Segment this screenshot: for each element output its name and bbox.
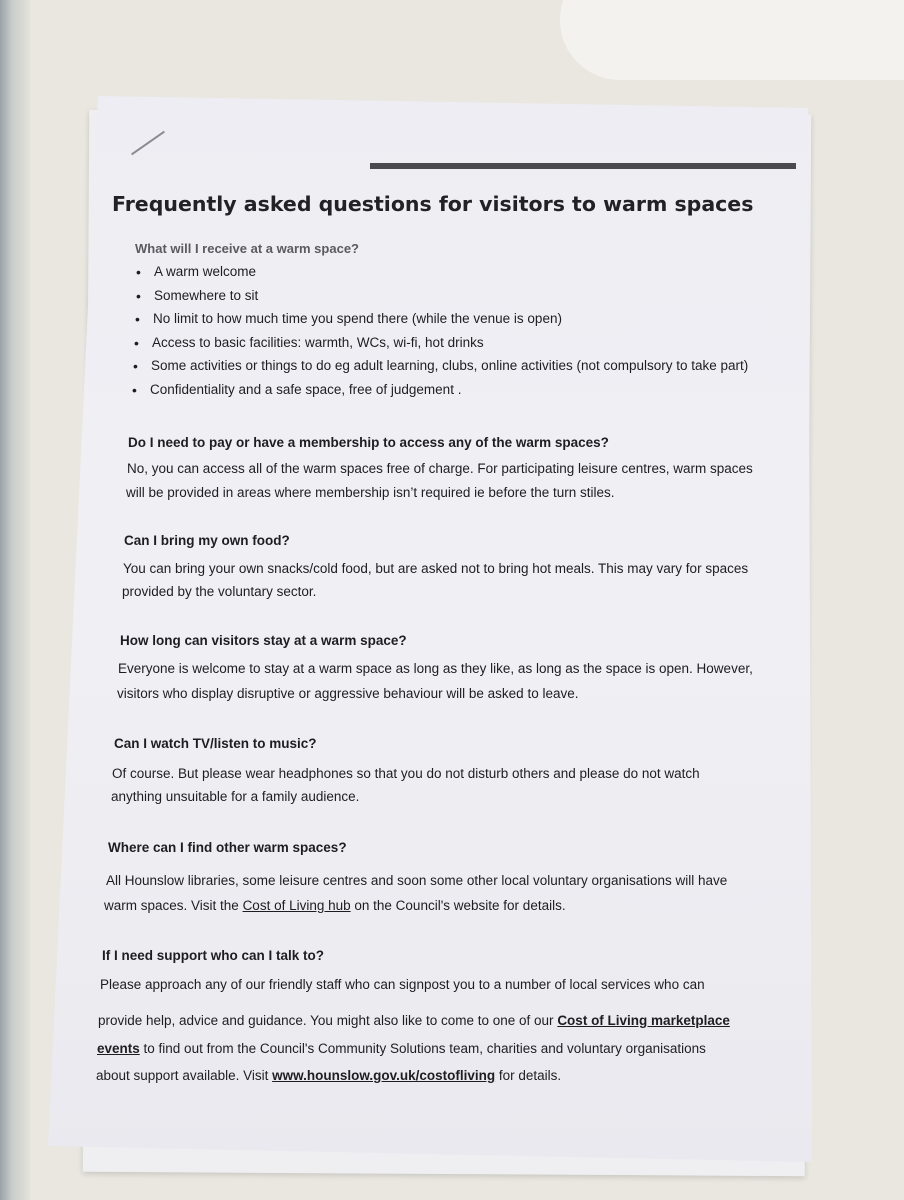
faq-answer-3-line-1: You can bring your own snacks/cold food, but are asked not to bring hot meals. This may vary for spaces	[123, 561, 749, 576]
marketplace-events-link[interactable]: Cost of Living marketplace	[557, 1013, 730, 1028]
list-item: • Confidentiality and a safe space, free of judgement .	[130, 382, 748, 406]
faq-answer-6-line-1: All Hounslow libraries, some leisure centres and soon some other local voluntary organisations will have	[106, 873, 728, 888]
faq-answer-7-line-3	[97, 1037, 706, 1060]
header-rule	[370, 163, 796, 169]
faq-question-5: Can I watch TV/listen to music?	[114, 736, 317, 751]
faq-question-6: Where can I find other warm spaces?	[108, 840, 347, 855]
faq-question-2: Do I need to pay or have a membership to access any of the warm spaces?	[128, 435, 609, 450]
hounslow-costofliving-link[interactable]: www.hounslow.gov.uk/costofliving	[272, 1068, 496, 1083]
background-highlight	[560, 0, 904, 80]
answer-text: to find out from the Council's Community Solutions team, charities and voluntary organisations	[139, 1041, 706, 1056]
answer-text: for details.	[495, 1068, 562, 1083]
faq-answer-2-line-2: will be provided in areas where membership isn’t required ie before the turn stiles.	[126, 485, 615, 500]
answer-text: on the Council's website for details.	[350, 898, 566, 913]
marketplace-events-link-cont[interactable]: events	[97, 1041, 140, 1056]
list-item: • No limit to how much time you spend there (while the venue is open)	[133, 311, 748, 335]
list-item: • Access to basic facilities: warmth, WCs, wi-fi, hot drinks	[132, 335, 748, 359]
answer-text: about support available. Visit	[96, 1068, 273, 1083]
faq-answer-7-line-1: Please approach any of our friendly staff who can signpost you to a number of local services who can	[100, 977, 705, 992]
faq-question-4: How long can visitors stay at a warm space?	[120, 633, 407, 648]
faq-answer-5-line-2: anything unsuitable for a family audience.	[111, 789, 360, 804]
faq-answer-2-line-1: No, you can access all of the warm spaces free of charge. For participating leisure centres, warm spaces	[127, 461, 753, 476]
faq-answer-5-line-1: Of course. But please wear headphones so that you do not disturb others and please do not watch	[112, 766, 700, 781]
faq-answer-7-line-2	[98, 1009, 730, 1032]
page-title: Frequently asked questions for visitors to warm spaces	[112, 192, 754, 216]
cost-of-living-hub-link[interactable]: Cost of Living hub	[242, 898, 351, 913]
list-item: • Somewhere to sit	[134, 288, 748, 312]
faq-answer-4-line-2: visitors who display disruptive or aggressive behaviour will be asked to leave.	[117, 686, 579, 701]
desk-edge	[0, 0, 30, 1200]
list-item: • A warm welcome	[134, 264, 748, 288]
faq-answer-7-line-4	[96, 1064, 561, 1087]
faq-answer-1-list	[134, 264, 748, 405]
answer-text: warm spaces. Visit the	[104, 898, 243, 913]
answer-text: provide help, advice and guidance. You might also like to come to one of our	[98, 1013, 558, 1028]
faq-question-1: What will I receive at a warm space?	[135, 241, 359, 256]
faq-answer-3-line-2: provided by the voluntary sector.	[122, 584, 317, 599]
faq-question-3: Can I bring my own food?	[124, 533, 290, 548]
list-item: • Some activities or things to do eg adult learning, clubs, online activities (not compulsory to take part)	[131, 358, 748, 382]
faq-answer-6-line-2	[104, 894, 566, 917]
faq-question-7: If I need support who can I talk to?	[102, 948, 325, 963]
faq-answer-4-line-1: Everyone is welcome to stay at a warm space as long as they like, as long as the space is open. However,	[118, 661, 753, 676]
